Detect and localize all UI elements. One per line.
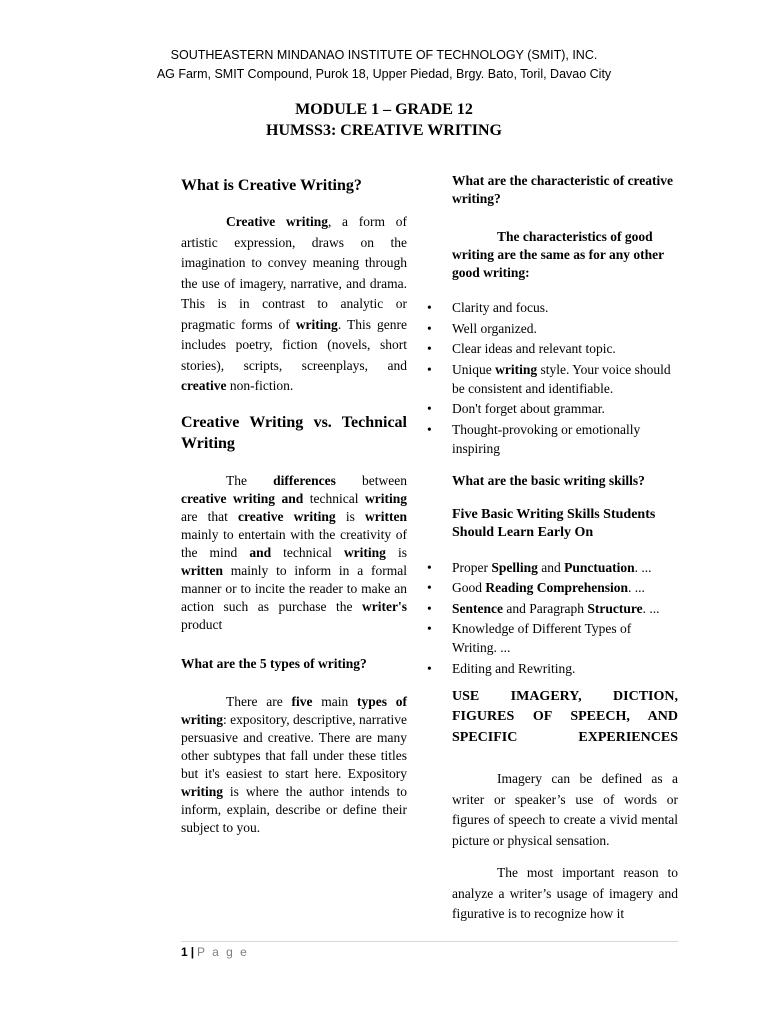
text-run: non-fiction. bbox=[226, 378, 294, 393]
text-run: : expository, descriptive, narrative persuasive and creative. There are many other subtypes that fall under these titles but it's easiest to start here. Expository bbox=[181, 711, 407, 781]
heading-characteristics: What are the characteristic of creative writing? bbox=[452, 173, 674, 206]
text-run: . ... bbox=[628, 580, 645, 595]
bullet-icon: • bbox=[427, 341, 432, 356]
bold-text-run: creative bbox=[181, 378, 227, 393]
bullet-icon: • bbox=[427, 621, 432, 636]
heading-five-skills: Five Basic Writing Skills Students Should Learn Early On bbox=[452, 506, 656, 540]
text-run: Clear ideas and relevant topic. bbox=[452, 341, 616, 356]
bold-text-run: writing bbox=[181, 783, 223, 799]
list-item bbox=[427, 298, 678, 317]
list-item bbox=[427, 319, 678, 338]
text-run: mainly to inform in a formal manner or to incite the reader to make an action such as purchase the bbox=[181, 562, 407, 614]
heading-creative-vs-technical: Creative Writing vs. Technical Writing bbox=[181, 413, 407, 452]
text-run: and bbox=[537, 559, 565, 575]
institution-name: SOUTHEASTERN MINDANAO INSTITUTE OF TECHNOLOGY (SMIT), INC. bbox=[170, 48, 598, 62]
text-run: Thought-provoking or emotionally inspiring bbox=[452, 421, 641, 456]
text-run: is where the author intends to inform, explain, describe or define their subject to you. bbox=[181, 783, 407, 835]
right-column bbox=[427, 172, 678, 925]
text-run: Well organized. bbox=[452, 320, 537, 336]
course-title: HUMSS3: CREATIVE WRITING bbox=[266, 122, 502, 139]
list-item bbox=[427, 599, 678, 618]
subheading-characteristics: The characteristics of good writing are the same as for any other good writing: bbox=[452, 229, 664, 280]
text-run: , a form of artistic expression, draws on the imagination to convey meaning through the use of imagery, narrative, and drama. This is in contrast to analytic or pragmatic forms of bbox=[181, 214, 407, 332]
bold-text-run: Reading Comprehension bbox=[485, 580, 629, 595]
text-run: Clarity and focus. bbox=[452, 300, 549, 315]
bold-text-run: and bbox=[249, 544, 272, 560]
heading-five-types: What are the 5 types of writing? bbox=[181, 655, 367, 671]
bold-text-run: creative writing bbox=[238, 508, 336, 524]
module-title bbox=[0, 99, 768, 141]
text-run: Good bbox=[452, 580, 486, 595]
bullet-icon: • bbox=[427, 361, 432, 377]
text-run: technical bbox=[271, 544, 344, 560]
list-item bbox=[427, 420, 678, 458]
skills-list bbox=[427, 558, 678, 678]
list-item bbox=[427, 399, 678, 418]
bullet-icon: • bbox=[427, 600, 432, 616]
text-run: mainly to entertain with the creativity of the mind bbox=[181, 526, 407, 560]
text-run: . ... bbox=[634, 559, 652, 575]
text-run: There are bbox=[226, 693, 292, 709]
bold-text-run: differences bbox=[273, 472, 336, 488]
list-item bbox=[427, 360, 678, 398]
text-run: . This genre includes poetry, fiction (novels, short stories), scripts, screenplays, and bbox=[181, 316, 407, 373]
text-run: Knowledge of Different Types of Writing. ... bbox=[452, 621, 632, 655]
bold-text-run: five bbox=[291, 693, 313, 709]
bold-text-run: writing bbox=[495, 361, 538, 377]
bold-text-run: written bbox=[181, 562, 223, 578]
bullet-icon: • bbox=[427, 421, 432, 437]
bold-text-run: writing bbox=[295, 316, 338, 332]
paragraph-imagery-reason: The most important reason to analyze a writer’s usage of imagery and figurative is to recognize how it bbox=[452, 865, 678, 921]
list-item bbox=[427, 659, 678, 678]
bold-text-run: and bbox=[281, 490, 304, 506]
list-item bbox=[427, 619, 678, 657]
text-run: are that bbox=[181, 508, 239, 524]
bold-text-run: writing bbox=[343, 544, 386, 560]
institution-header bbox=[0, 46, 768, 84]
text-run: . ... bbox=[642, 600, 660, 616]
footer-separator: | bbox=[190, 945, 195, 959]
heading-imagery: USE IMAGERY, DICTION, FIGURES OF SPEECH, AND SPECIFIC EXPERIENCES bbox=[452, 688, 678, 745]
bold-text-run: Punctuation bbox=[564, 559, 635, 575]
text-run: between bbox=[335, 472, 407, 488]
text-run: product bbox=[181, 616, 223, 632]
paragraph-creative-writing-definition bbox=[181, 212, 407, 397]
text-run: Proper bbox=[452, 559, 492, 575]
institution-address: AG Farm, SMIT Compound, Purok 18, Upper Piedad, Brgy. Bato, Toril, Davao City bbox=[156, 67, 612, 81]
bullet-icon: • bbox=[427, 580, 432, 595]
text-run: style. Your voice should be consistent and identifiable. bbox=[452, 361, 671, 396]
page-footer bbox=[181, 944, 249, 960]
paragraph-imagery-definition: Imagery can be defined as a writer or speaker’s use of words or figures of speech to create a vivid mental picture or physical sensation. bbox=[452, 771, 678, 848]
text-run: Unique bbox=[452, 361, 496, 377]
list-item bbox=[427, 339, 678, 358]
paragraph-differences bbox=[181, 472, 407, 634]
text-run: The bbox=[226, 472, 274, 488]
left-column bbox=[181, 172, 407, 837]
text-run: technical bbox=[303, 490, 365, 506]
bold-text-run: Structure bbox=[587, 600, 643, 616]
heading-what-is-creative-writing: What is Creative Writing? bbox=[181, 177, 362, 194]
page-label: P a g e bbox=[197, 945, 249, 959]
module-grade: MODULE 1 – GRADE 12 bbox=[295, 101, 473, 118]
text-run: and Paragraph bbox=[503, 600, 588, 616]
bold-text-run: written bbox=[365, 508, 407, 524]
bold-text-run: Creative writing bbox=[226, 214, 328, 229]
bullet-icon: • bbox=[427, 559, 432, 575]
text-run: Don't forget about grammar. bbox=[452, 401, 605, 416]
characteristics-list bbox=[427, 298, 678, 458]
heading-basic-skills: What are the basic writing skills? bbox=[452, 472, 645, 488]
text-run: main bbox=[312, 693, 357, 709]
bullet-icon: • bbox=[427, 300, 432, 315]
bold-text-run: types of writing bbox=[181, 693, 407, 727]
footer-rule bbox=[181, 941, 678, 942]
bullet-icon: • bbox=[427, 660, 432, 676]
list-item bbox=[427, 578, 678, 597]
text-run: is bbox=[385, 544, 407, 560]
bullet-icon: • bbox=[427, 401, 432, 416]
bold-text-run: writing bbox=[232, 490, 275, 506]
text-run: Editing and Rewriting. bbox=[452, 660, 576, 676]
page-number: 1 bbox=[181, 945, 188, 959]
bullet-icon: • bbox=[427, 320, 432, 336]
text-run: is bbox=[335, 508, 366, 524]
bold-text-run: writing bbox=[365, 490, 407, 506]
bold-text-run: Spelling bbox=[491, 559, 538, 575]
bold-text-run: Sentence bbox=[452, 600, 503, 616]
list-item bbox=[427, 558, 678, 577]
bold-text-run: creative bbox=[181, 490, 227, 506]
paragraph-five-types bbox=[181, 693, 407, 837]
bold-text-run: writer's bbox=[362, 598, 407, 614]
